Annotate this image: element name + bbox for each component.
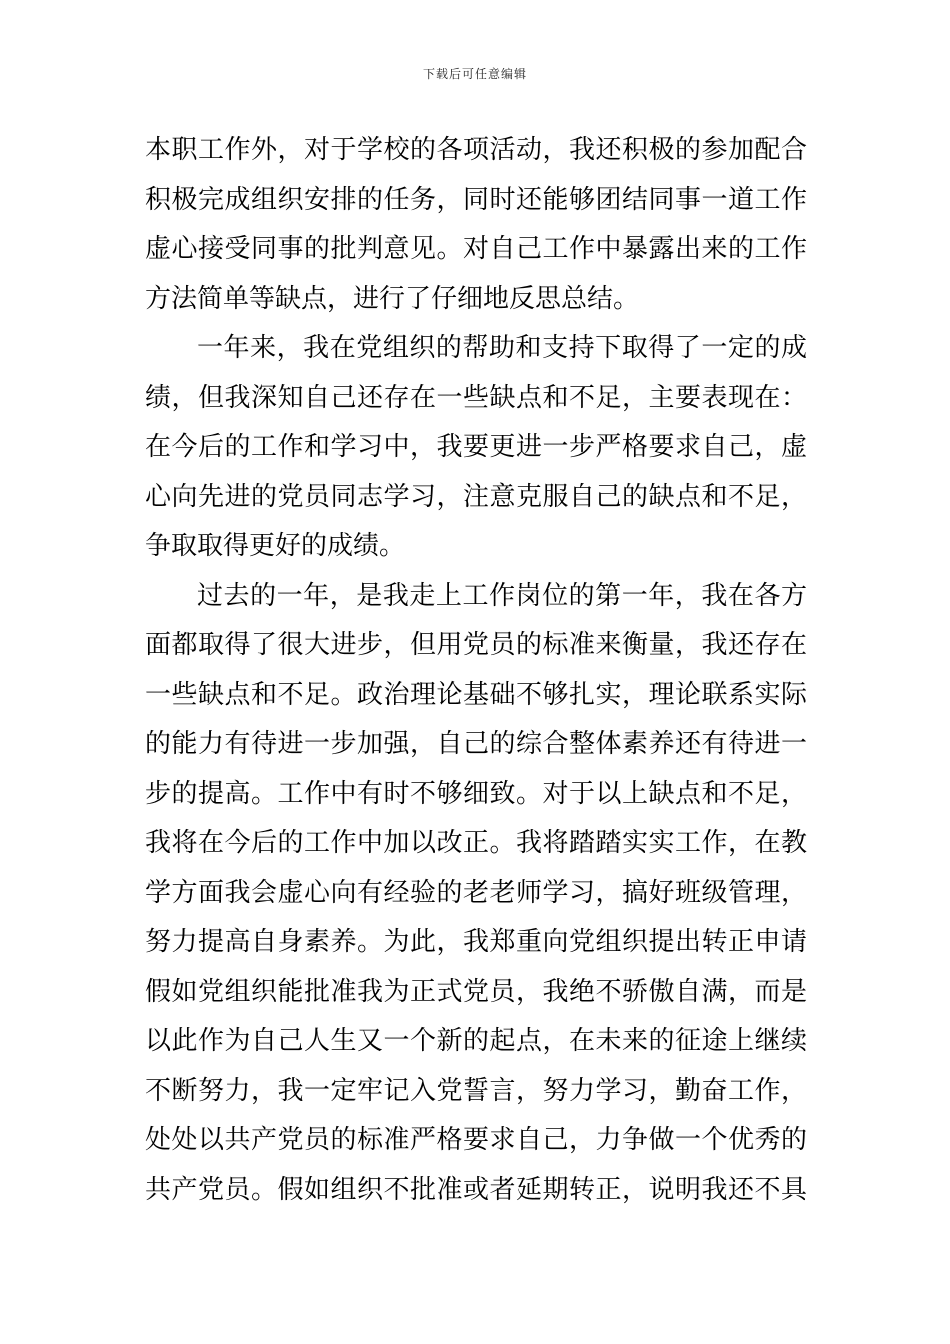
text-line: 过去的一年，是我走上工作岗位的第一年，我在各方 [197, 580, 807, 611]
text-line: 方法简单等缺点，进行了仔细地反思总结。 [145, 283, 640, 314]
text-line: 以此作为自己人生又一个新的起点，在未来的征途上继续 [145, 1026, 807, 1056]
text-line: 一年来，我在党组织的帮助和支持下取得了一定的成 [197, 333, 807, 363]
text-line: 不断努力，我一定牢记入党誓言，努力学习，勤奋工作， [145, 1075, 807, 1106]
text-line: 积极完成组织安排的任务，同时还能够团结同事一道工作 [145, 184, 807, 215]
text-line: 争取取得更好的成绩。 [145, 531, 406, 561]
text-line: 假如党组织能批准我为正式党员，我绝不骄傲自满，而是 [145, 976, 807, 1007]
text-line: 本职工作外，对于学校的各项活动，我还积极的参加配合 [145, 135, 807, 165]
text-line: 虚心接受同事的批判意见。对自己工作中暴露出来的工作 [145, 234, 807, 264]
header-note: 下载后可任意编辑 [422, 67, 527, 81]
text-line: 步的提高。工作中有时不够细致。对于以上缺点和不足， [145, 778, 807, 809]
text-line: 的能力有待进一步加强，自己的综合整体素养还有待进一 [145, 729, 807, 759]
text-line: 努力提高自身素养。为此，我郑重向党组织提出转正申请 [145, 927, 807, 957]
body-text [145, 126, 807, 1215]
text-line: 面都取得了很大进步，但用党员的标准来衡量，我还存在 [145, 630, 807, 660]
text-line: 在今后的工作和学习中，我要更进一步严格要求自己，虚 [145, 432, 807, 462]
text-line: 一些缺点和不足。政治理论基础不够扎实，理论联系实际 [145, 679, 807, 710]
text-line: 心向先进的党员同志学习，注意克服自己的缺点和不足， [145, 481, 807, 512]
text-line: 共产党员。假如组织不批准或者延期转正，说明我还不具 [145, 1174, 807, 1205]
text-line: 我将在今后的工作中加以改正。我将踏踏实实工作，在教 [145, 828, 807, 858]
text-line: 学方面我会虚心向有经验的老老师学习，搞好班级管理， [145, 877, 807, 908]
text-line: 处处以共产党员的标准严格要求自己，力争做一个优秀的 [145, 1125, 807, 1155]
text-line: 绩，但我深知自己还存在一些缺点和不足，主要表现在： [145, 382, 807, 413]
